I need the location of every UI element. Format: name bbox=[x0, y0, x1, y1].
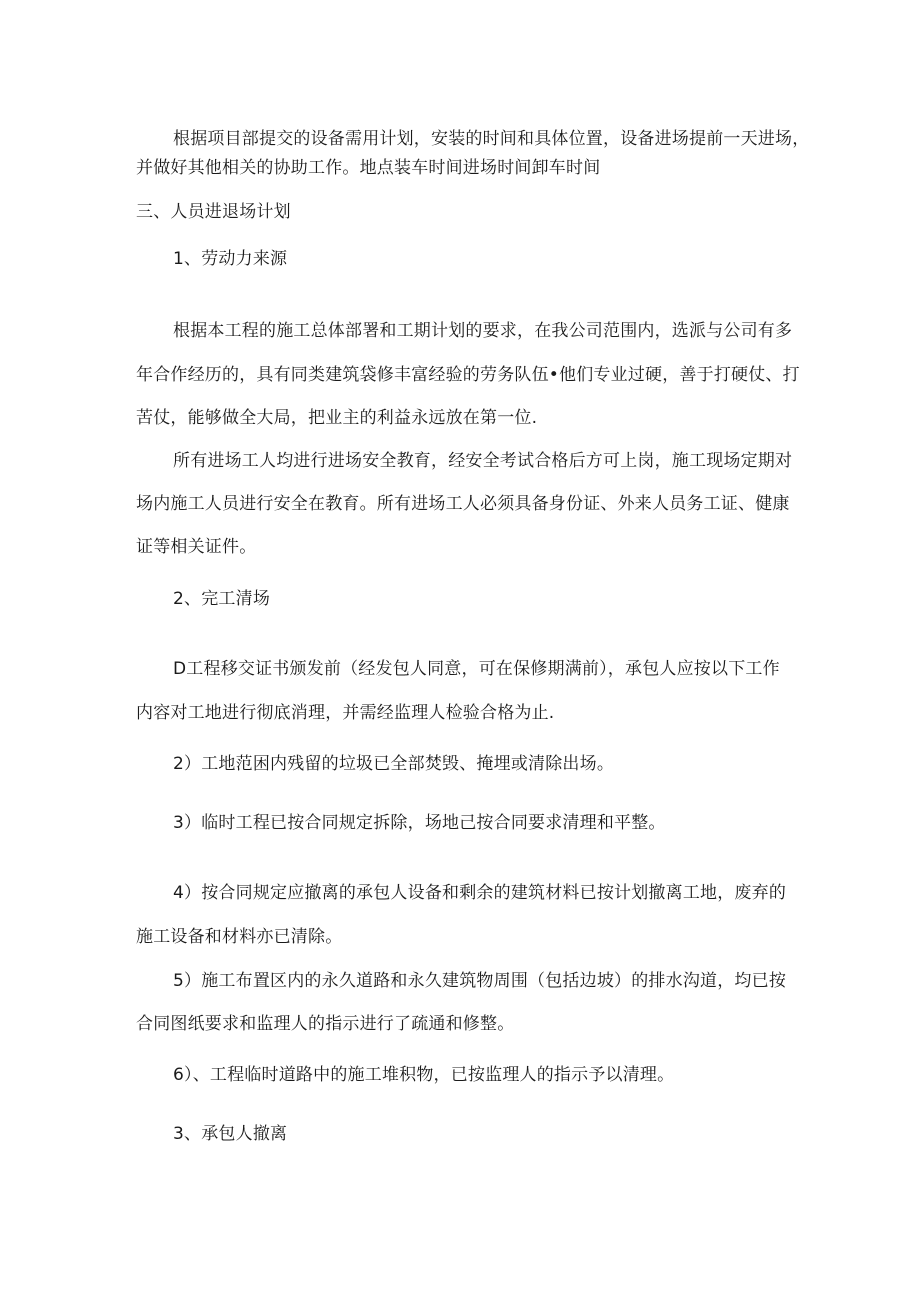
list-item-3: 3）临时工程已按合同规定拆除，场地己按合同要求清理和平整。 bbox=[173, 813, 666, 833]
list-item-6: 6）、工程临时道路中的施工堆积物，已按监理人的指示予以清理。 bbox=[173, 1065, 675, 1085]
paragraph-line-7: 场内施工人员进行安全在教育。所有进场工人必须具备身份证、外来人员务工证、健康 bbox=[136, 494, 790, 514]
paragraph-line-5: 苦仗，能够做全大局，把业主的利益永远放在第一位. bbox=[136, 408, 538, 428]
list-item-2: 2）工地范困内残留的垃圾已全部焚毁、掩埋或清除出场。 bbox=[173, 754, 615, 774]
subsection-heading-2: 2、完工清场 bbox=[173, 589, 271, 609]
list-item-4-line-1: 4）按合同规定应撤离的承包人设备和剩余的建筑材料已按计划撤离工地，废弃的 bbox=[173, 883, 787, 903]
section-heading-3: 三、人员进退场计划 bbox=[136, 202, 291, 222]
paragraph-line-4: 年合作经历的，具有同类建筑袋修丰富经验的劳务队伍•他们专业过硬，善于打硬仗、打 bbox=[136, 365, 800, 385]
subsection-heading-1: 1、劳动力来源 bbox=[173, 249, 288, 269]
list-item-5-line-2: 合同图纸要求和监理人的指示进行了疏通和修整。 bbox=[136, 1014, 515, 1034]
paragraph-line-10: 内容对工地进行彻底消理，并需经监理人检验合格为止. bbox=[136, 703, 555, 723]
list-item-4-line-2: 施工设备和材料亦已清除。 bbox=[136, 927, 343, 947]
subsection-heading-3: 3、承包人撤离 bbox=[173, 1124, 288, 1144]
list-item-5-line-1: 5）施工布置区内的永久道路和永久建筑物周围（包括边坡）的排水沟道，均已按 bbox=[173, 971, 787, 991]
paragraph-line-2: 并做好其他相关的协助工作。地点装车时间进场时间卸车时间 bbox=[136, 158, 601, 178]
paragraph-line-8: 证等相关证件。 bbox=[136, 537, 257, 557]
paragraph-line-6: 所有进场工人均进行进场安全教育，经安全考试合格后方可上岗，施工现场定期对 bbox=[173, 451, 793, 471]
paragraph-line-9: D工程移交证书颁发前（经发包人同意，可在保修期满前），承包人应按以下工作 bbox=[173, 659, 780, 679]
paragraph-line-3: 根据本工程的施工总体部署和工期计划的要求，在我公司范围内，选派与公司有多 bbox=[173, 321, 793, 341]
paragraph-line-1: 根据项目部提交的设备需用计划，安装的时间和具体位置，设备进场提前一天进场， bbox=[173, 129, 810, 149]
